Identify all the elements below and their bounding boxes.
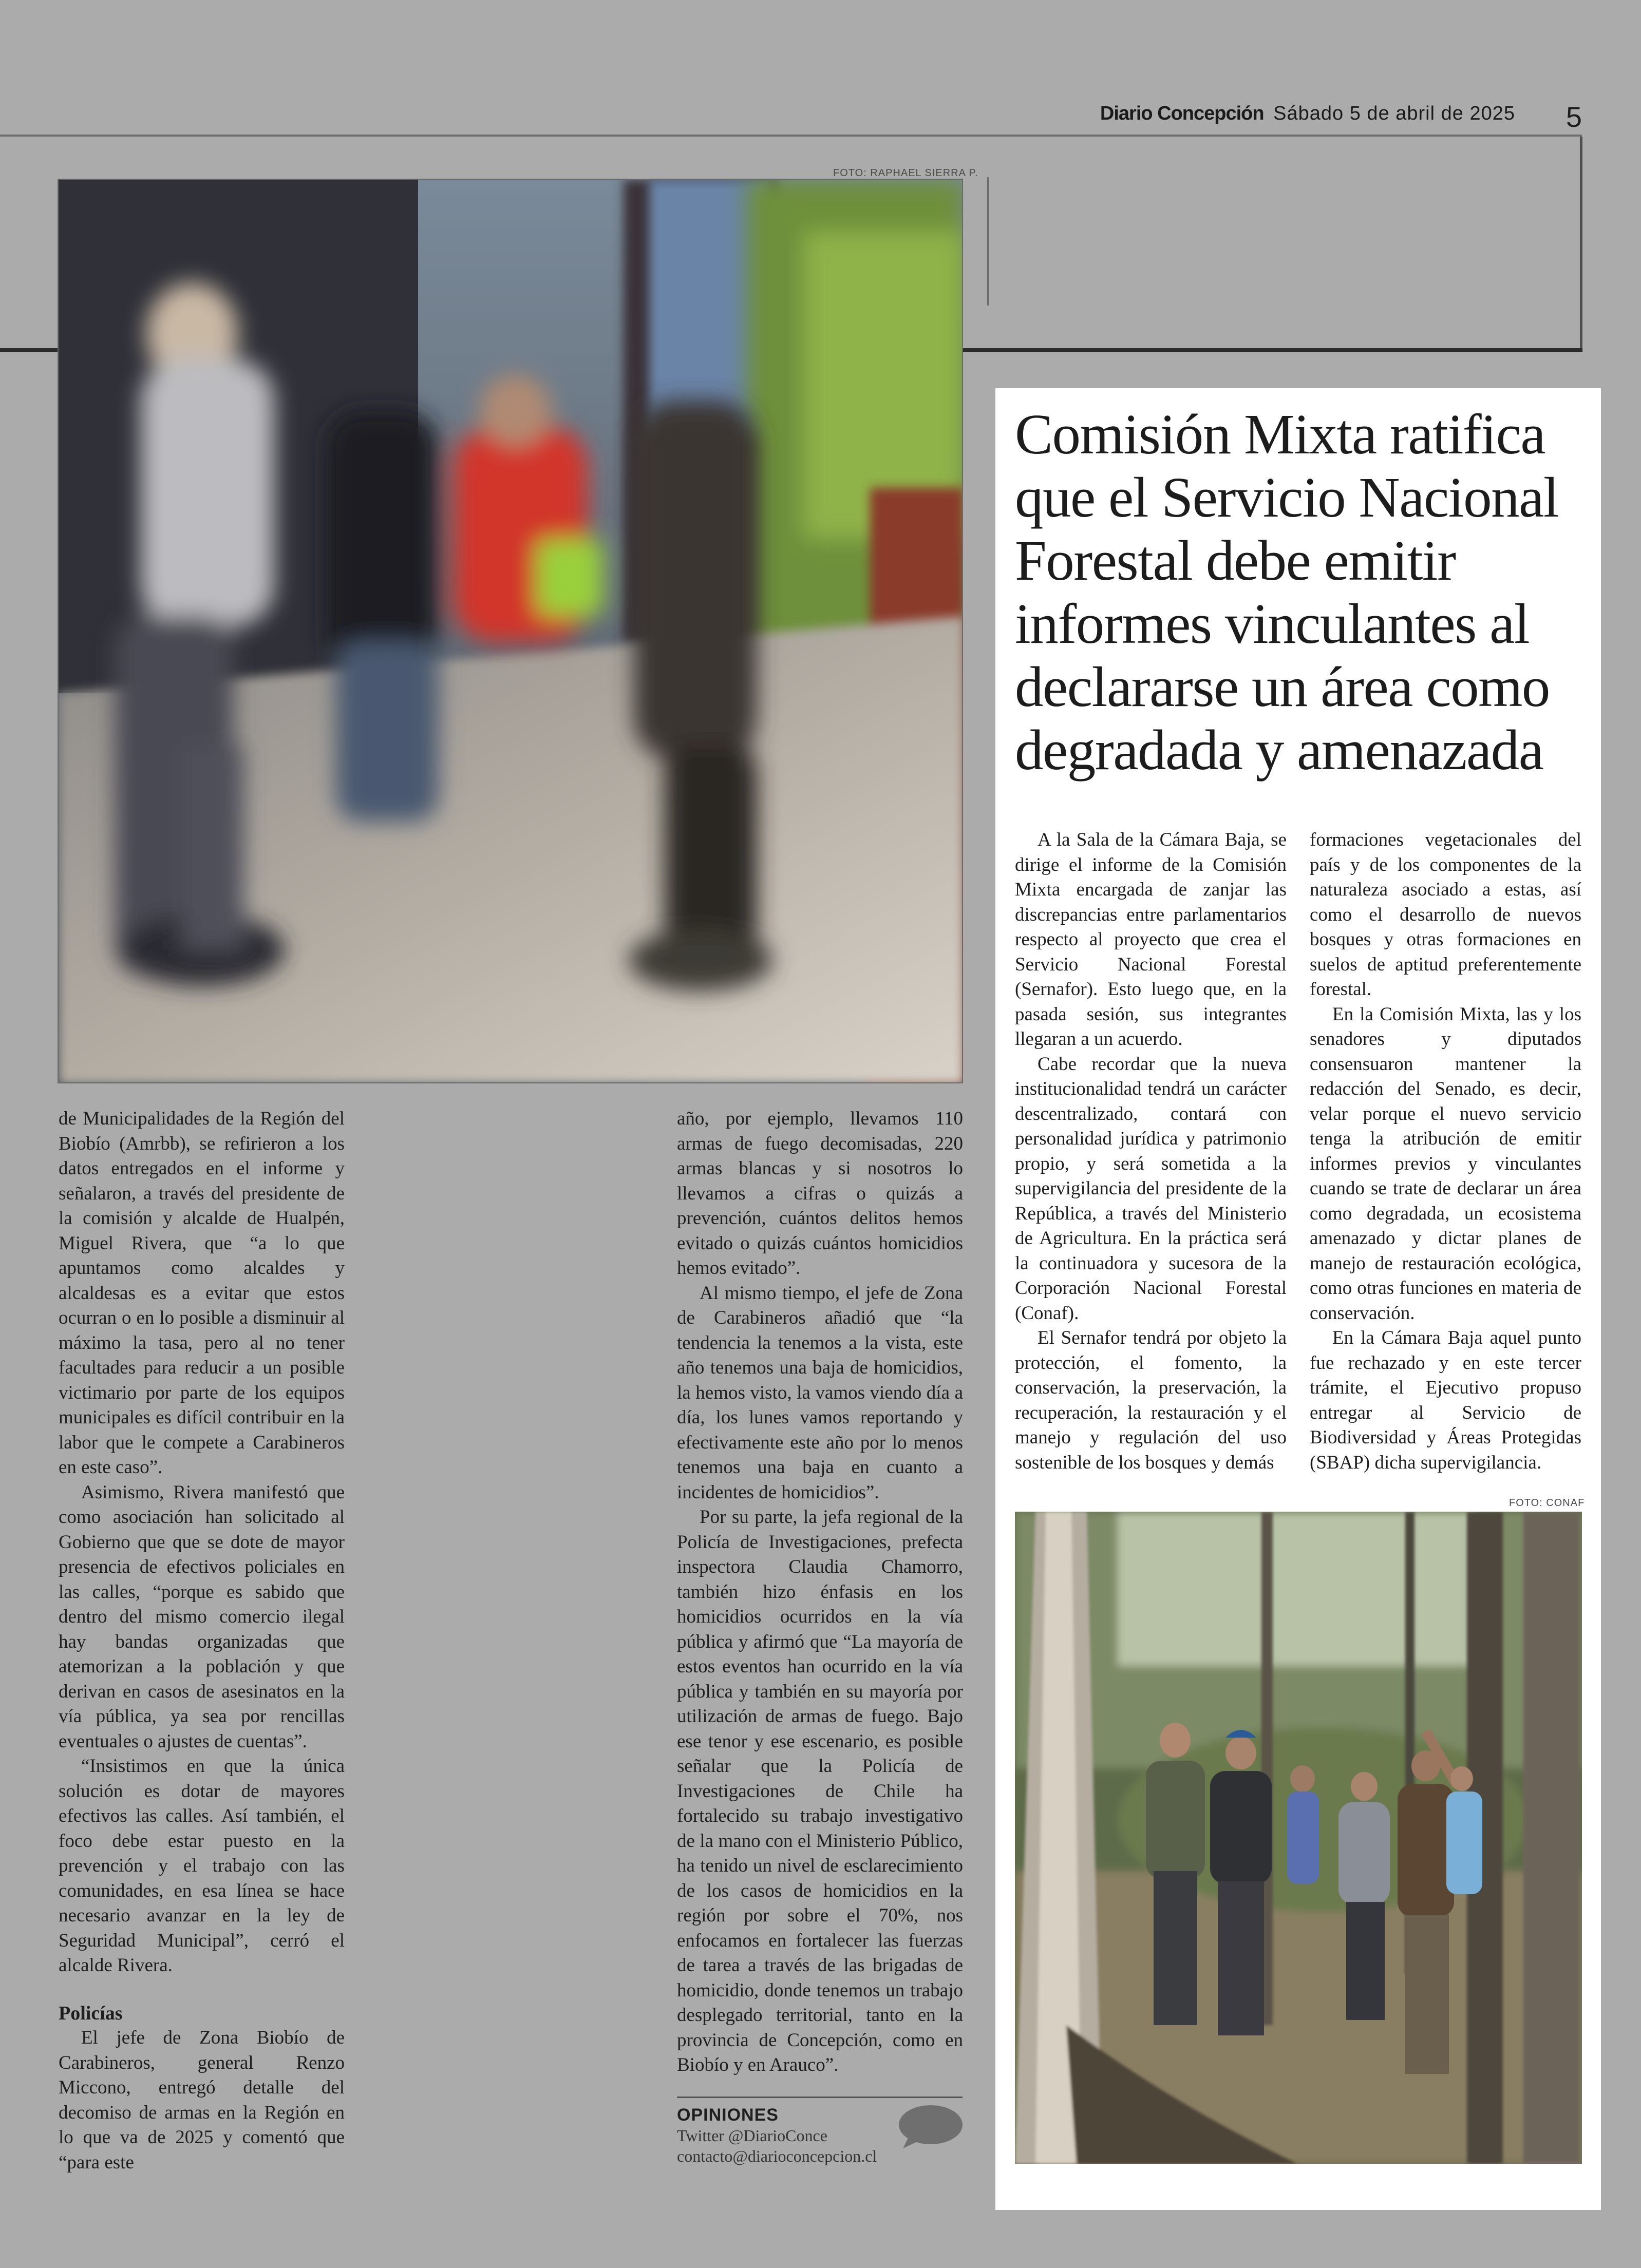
photo-credit: FOTO: RAPHAEL SIERRA P. (833, 167, 978, 179)
street-crowd-photo (58, 179, 963, 1083)
box-divider (987, 177, 989, 306)
page-header (1100, 103, 1515, 125)
paragraph: Por su parte, la jefa regional de la Policía de Investigaciones, prefecta inspectora Claudia Chamorro, también hizo énfasis en los homicidios ocurridos en la vía pública y afirmó que “La mayoría de estos eventos han ocurrido en la vía pública y también en su mayoría por utilización de armas de fuego. Bajo ese tenor y ese escenario, es posible señalar que la Policía de Investigaciones de Chile ha fortalecido su trabajo investigativo de la mano con el Ministerio Público, ha tenido un nivel de esclarecimiento de los casos de homicidios en la región por sobre el 70%, nos enfocamos en fortalecer las fuerzas de tarea a través de las brigadas de homicidio, donde tenemos un trabajo desplegado territorial, tanto en la provincia de Concepción, como en Biobío y en Arauco”. (677, 1507, 963, 2075)
publication-date: Sábado 5 de abril de 2025 (1273, 103, 1515, 124)
section-rule-right (963, 348, 1582, 352)
paragraph: El jefe de Zona Biobío de Carabineros, general Renzo Miccono, entregó detalle del decomiso de armas en la Región en lo que va de 2025 y comentó que “para este (59, 2027, 345, 2173)
opiniones-rule (677, 2097, 963, 2098)
left-story-col1 (59, 1107, 345, 2175)
paragraph: formaciones vegetacionales del país y de los componentes de la naturaleza asociado a estas, así como el desarrollo de nuevos bosques y otras formaciones en suelos de aptitud preferentemente forestal. (1310, 829, 1581, 1000)
paragraph: A la Sala de la Cámara Baja, se dirige el informe de la Comisión Mixta encargada de zanjar las discrepancias entre parlamentarios respecto al proyecto que crea el Servicio Nacional Forestal (Sernafor). Esto luego que, en la pasada sesión, sus integrantes llegaran a un acuerdo. (1015, 829, 1287, 1050)
page-number: 5 (1565, 101, 1582, 133)
opiniones-title: OPINIONES (677, 2105, 779, 2125)
right-story-col2 (1310, 828, 1581, 1475)
forest-group-photo (1015, 1512, 1582, 2164)
forest-image (1015, 1512, 1582, 2164)
section-rule-left (0, 348, 58, 352)
paragraph: Al mismo tiempo, el jefe de Zona de Carabineros añadió que “la tendencia la tenemos a la vista, este año tenemos una baja de homicidios, la hemos visto, la vamos viendo día a día, los lunes vamos reportando y efectivamente este año por lo menos tenemos una baja en cuanto a incidentes de homicidios”. (677, 1282, 963, 1503)
forest-photo-credit: FOTO: CONAF (1509, 1497, 1585, 1509)
left-story-col2 (677, 1107, 963, 2078)
publication-name: Diario Concepción (1100, 103, 1264, 124)
blurred-street-image (59, 180, 963, 1083)
speech-bubble-icon (894, 2104, 963, 2150)
subhead-policias: Policías (59, 2002, 123, 2024)
box-frame-right (1580, 137, 1582, 352)
paragraph: año, por ejemplo, llevamos 110 armas de fuego decomisadas, 220 armas blancas y si nosotros lo llevamos a cifras o quizás a prevención, cuántos delitos hemos evitado o quizás cuántos homicidios hemos evitado”. (677, 1108, 963, 1279)
paragraph: El Sernafor tendrá por objeto la protección, el fomento, la conservación, la preservación, la recuperación, la restauración y el manejo y regulación del uso sostenible de los bosques y demás (1015, 1327, 1287, 1473)
paragraph: “Insistimos en que la única solución es dotar de mayores efectivos las calles. Así también, el foco debe estar puesto en la prevención y el trabajo con las comunidades, en esa línea se hace necesario avanzar en la ley de Seguridad Municipal”, cerró el alcalde Rivera. (59, 1756, 345, 1976)
paragraph: En la Comisión Mixta, las y los senadores y diputados consensuaron mantener la redacción del Senado, es decir, velar porque el nuevo servicio tenga la atribución de emitir informes previos y vinculantes cuando se trate de declarar un área como degradada, un ecosistema amenazado y dictar planes de manejo de restauración ecológica, como otras funciones en materia de conservación. (1310, 1003, 1581, 1324)
paragraph: de Municipalidades de la Región del Biobío (Amrbb), se refirieron a los datos entregados en el informe y señalaron, a través del presidente de la comisión y alcalde de Hualpén, Miguel Rivera, que “a lo que apuntamos como alcaldes y alcaldesas es a evitar que estos ocurran o en lo posible a disminuir al máximo la tasa, pero al no tener facultades para reducir a un posible victimario por parte de los equipos municipales es difícil contribuir en la labor que le compete a Carabineros en este caso”. (59, 1108, 345, 1478)
opiniones-twitter[interactable]: Twitter @DiarioConce (677, 2126, 827, 2145)
paragraph: En la Cámara Baja aquel punto fue rechazado y en este tercer trámite, el Ejecutivo propuso entregar al Servicio de Biodiversidad y Áreas Protegidas (SBAP) dicha supervigilancia. (1310, 1327, 1581, 1473)
paragraph: Asimismo, Rivera manifestó que como asociación han solicitado al Gobierno que que se dote de mayor presencia de efectivos policiales en las calles, “porque es sabido que dentro del mismo comercio ilegal hay bandas organizadas que atemorizan a la población y que derivan en casos de asesinatos en la vía pública, ya sea por rencillas eventuales o ajustes de cuentas”. (59, 1481, 345, 1752)
paragraph: Cabe recordar que la nueva institucionalidad tendrá un carácter descentralizado, contará con personalidad jurídica y patrimonio propio, y será sometida a la supervigilancia del presidente de la República, a través del Ministerio de Agricultura. En la práctica será la continuadora y sucesora de la Corporación Nacional Forestal (Conaf). (1015, 1053, 1287, 1324)
right-story-col1 (1015, 828, 1287, 1475)
header-rule (0, 135, 1582, 137)
opiniones-email[interactable]: contacto@diarioconcepcion.cl (677, 2147, 877, 2165)
article-headline: Comisión Mixta ratifica que el Servicio Nacional Forestal debe emitir informes vinculantes al declararse un área como degradada y amenazada (1015, 403, 1559, 782)
